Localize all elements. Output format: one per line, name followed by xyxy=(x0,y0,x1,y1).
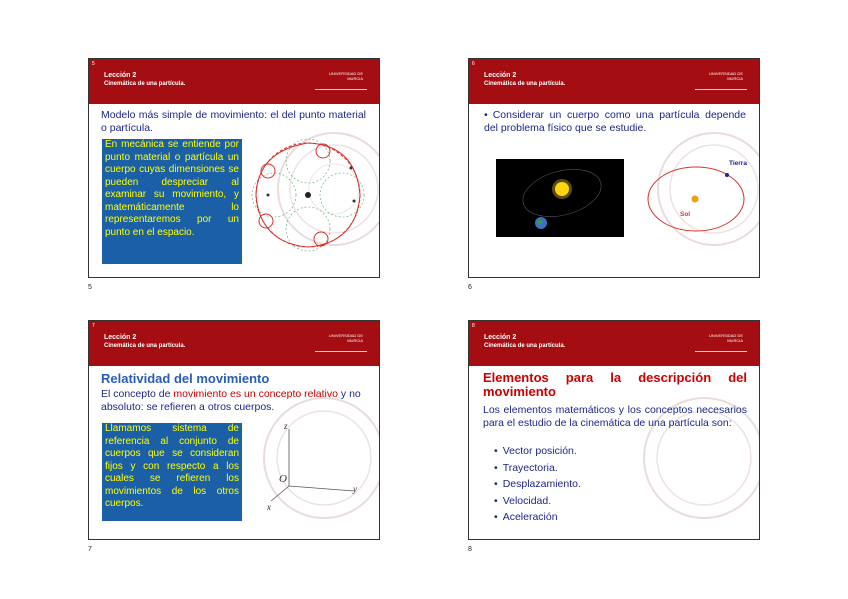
slide-intro-text: Modelo más simple de movimiento: el del punto material o partícula. xyxy=(101,109,366,134)
lesson-title: Lección 2 xyxy=(104,72,137,79)
list-item: • Desplazamiento. xyxy=(494,476,581,493)
slide-5 xyxy=(88,58,380,278)
axis-x-label: x xyxy=(267,502,271,512)
logo-underline xyxy=(695,351,747,352)
epicycle-trajectory-diagram xyxy=(246,131,376,261)
university-logo: UNIVERSIDAD DE MURCIA xyxy=(328,71,363,81)
university-logo: UNIVERSIDAD DE MURCIA xyxy=(708,333,743,343)
bullet-list xyxy=(484,109,746,134)
list-item: • Vector posición. xyxy=(494,443,581,460)
lesson-subtitle: Cinemática de una partícula. xyxy=(104,343,186,349)
list-item: • Velocidad. xyxy=(494,493,581,510)
slide-paragraph: Los elementos matemáticos y los conceptos necesarios para el estudio de la cinemática de una partícula son: xyxy=(483,404,747,429)
university-logo: UNIVERSIDAD DE MURCIA xyxy=(708,71,743,81)
page-number: 5 xyxy=(88,284,92,291)
lesson-title: Lección 2 xyxy=(484,334,517,341)
solar-system-image xyxy=(496,159,624,237)
slide-6 xyxy=(468,58,760,278)
definition-box: Llamamos sistema de referencia al conjunto de cuerpos que se consideran fijos y con respecto a los cuales se refieren los movimientos de los otros cuerpos. xyxy=(102,423,242,521)
slide-header xyxy=(469,59,759,104)
page-number: 6 xyxy=(468,284,472,291)
slide-paragraph: El concepto de movimiento es un concepto relativo y no absoluto: se refieren a otros cuerpos. xyxy=(101,388,361,413)
sun-label: Sol xyxy=(680,211,691,218)
slide-heading: Elementos para la descripción del movimiento xyxy=(483,370,747,399)
definition-box: En mecánica se entiende por punto material o partícula un cuerpo cuyas dimensiones se pueden despreciar al examinar su movimiento, y matemáticamente lo representaremos por un punto en el espacio. xyxy=(102,139,242,264)
slide-header xyxy=(469,321,759,366)
list-item: • Aceleración xyxy=(494,509,581,526)
slide-8 xyxy=(468,320,760,540)
axis-origin-label: O xyxy=(279,473,287,485)
earth-label: Tierra xyxy=(729,160,747,167)
logo-underline xyxy=(695,89,747,90)
slide-corner-number: 8 xyxy=(472,323,475,329)
lesson-title: Lección 2 xyxy=(104,334,137,341)
logo-underline xyxy=(315,89,367,90)
page-number: 8 xyxy=(468,546,472,553)
slide-corner-number: 6 xyxy=(472,61,475,67)
reference-axes-diagram xyxy=(259,421,359,521)
slide-heading: Relatividad del movimiento xyxy=(101,371,270,386)
slide-corner-number: 7 xyxy=(92,323,95,329)
lesson-title: Lección 2 xyxy=(484,72,517,79)
element-list xyxy=(494,443,581,526)
lesson-subtitle: Cinemática de una partícula. xyxy=(484,343,566,349)
university-logo: UNIVERSIDAD DE MURCIA xyxy=(328,333,363,343)
lesson-subtitle: Cinemática de una partícula. xyxy=(104,81,186,87)
slide-7 xyxy=(88,320,380,540)
highlight-text: movimiento es un concepto relativo xyxy=(173,388,338,400)
list-item: • Trayectoria. xyxy=(494,460,581,477)
axis-y-label: y xyxy=(353,484,357,494)
page-number: 7 xyxy=(88,546,92,553)
logo-underline xyxy=(315,351,367,352)
axis-z-label: z xyxy=(284,421,288,431)
slide-header xyxy=(89,59,379,104)
lesson-subtitle: Cinemática de una partícula. xyxy=(484,81,566,87)
earth-orbit-diagram xyxy=(644,159,754,239)
slide-corner-number: 5 xyxy=(92,61,95,67)
bullet-item: • Considerar un cuerpo como una partícula depende del problema físico que se estudie. xyxy=(484,109,746,134)
slide-header xyxy=(89,321,379,366)
